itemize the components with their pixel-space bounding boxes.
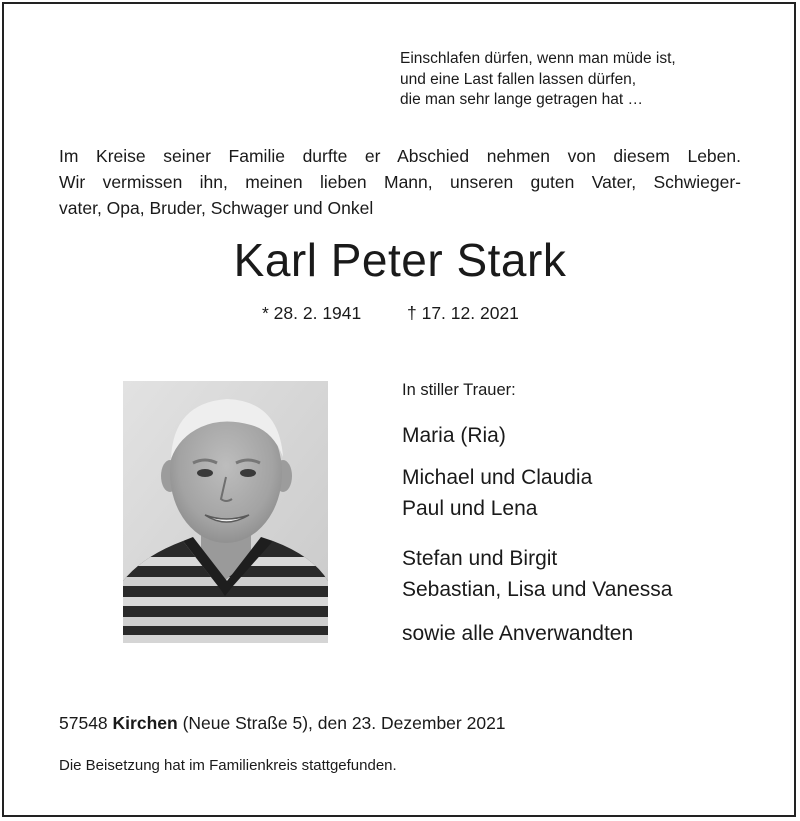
intro-text: [59, 143, 741, 221]
mourner-name: Paul und Lena: [402, 497, 538, 520]
mourner-name: Sebastian, Lisa und Vanessa: [402, 578, 673, 601]
intro-line: Im Kreise seiner Familie durfte er Abschied nehmen von diesem Leben.: [59, 146, 741, 166]
place-and-date: [59, 711, 506, 735]
mourner-name: sowie alle Anverwandten: [402, 622, 634, 645]
postcode: 57548: [59, 713, 108, 733]
town: Kirchen: [112, 713, 178, 733]
burial-note: Die Beisetzung hat im Familienkreis stattgefunden.: [59, 757, 397, 774]
mourners-heading: In stiller Trauer:: [402, 381, 516, 399]
notice-border: [2, 2, 796, 817]
mourner-group: [402, 543, 672, 605]
mourner-name: Stefan und Birgit: [402, 547, 558, 570]
poem-line: und eine Last fallen lassen dürfen,: [400, 70, 637, 88]
address-and-date: (Neue Straße 5), den 23. Dezember 2021: [182, 713, 506, 733]
deceased-name: Karl Peter Stark: [233, 234, 567, 286]
mourner-name: Michael und Claudia: [402, 466, 593, 489]
portrait-image: [123, 381, 328, 643]
death-date: † 17. 12. 2021: [407, 303, 519, 323]
poem-line: Einschlafen dürfen, wenn man müde ist,: [400, 50, 676, 67]
portrait-photo: [123, 381, 328, 643]
mourner-group: [402, 618, 633, 649]
poem-line: die man sehr lange getragen hat …: [400, 91, 643, 108]
poem: [400, 49, 676, 111]
mourner-group: [402, 420, 506, 451]
intro-line: Wir vermissen ihn, meinen lieben Mann, unseren guten Vater, Schwieger-: [59, 172, 741, 192]
birth-date: * 28. 2. 1941: [262, 303, 362, 323]
mourner-group: [402, 462, 592, 524]
intro-line: vater, Opa, Bruder, Schwager und Onkel: [59, 198, 374, 218]
mourner-name: Maria (Ria): [402, 424, 506, 447]
